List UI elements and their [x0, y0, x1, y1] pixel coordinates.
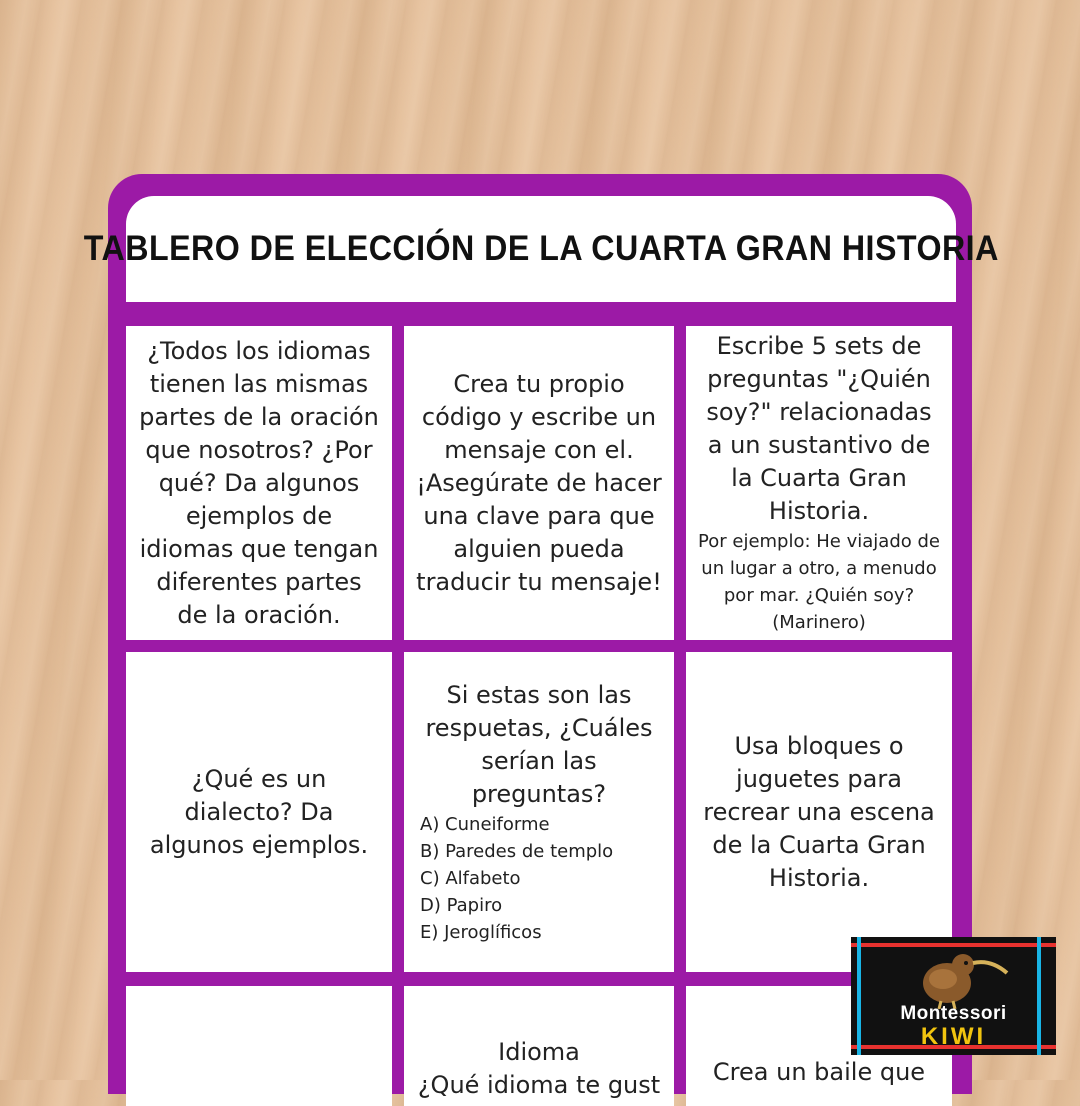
- cell-text: Escribe 5 sets de preguntas "¿Quién soy?" relacionadas a un sustantivo de la Cuarta Gran Historia.: [706, 332, 932, 525]
- option-d: D) Papiro: [420, 894, 503, 916]
- cell-r1c3: [686, 326, 952, 640]
- option-a: A) Cuneiforme: [420, 813, 550, 835]
- montessori-kiwi-logo: [851, 937, 1056, 1055]
- cell-r2c3: [686, 652, 952, 972]
- cell-text: ¿Qué idioma te gust: [417, 1071, 661, 1099]
- kiwi-bird-icon: [909, 943, 1009, 1009]
- cell-r2c1: [126, 652, 392, 972]
- cell-text: Crea tu propio código y escribe un mensaje con el. ¡Asegúrate de hacer una clave para que alguien pueda traducir tu mensaje!: [416, 369, 662, 596]
- board-title: TABLERO DE ELECCIÓN DE LA CUARTA GRAN HISTORIA: [83, 229, 999, 268]
- option-b: B) Paredes de templo: [420, 840, 614, 862]
- cell-text: Si estas son las respuetas, ¿Cuáles serían las preguntas?: [425, 680, 653, 808]
- cell-r1c1: [126, 326, 392, 640]
- cell-text: Usa bloques o juguetes para recrear una escena de la Cuarta Gran Historia.: [703, 731, 935, 892]
- title-box: [83, 196, 999, 302]
- answer-options: [420, 811, 613, 946]
- cell-text: ¿Qué es un dialecto? Da algunos ejemplos.: [149, 764, 369, 859]
- option-c: C) Alfabeto: [420, 867, 521, 889]
- logo-text: KIWI: [920, 1023, 987, 1050]
- cell-r3c1: [126, 986, 392, 1106]
- choice-board: [83, 174, 999, 1099]
- cell-r1c2: [404, 326, 674, 640]
- cell-text: Crea un baile que: [712, 1058, 926, 1086]
- cell-title: Idioma: [498, 1038, 580, 1066]
- cell-r2c2: [404, 652, 674, 972]
- cell-text: ¿Todos los idiomas tienen las mismas partes de la oración que nosotros? ¿Por qué? Da algunos ejemplos de idiomas que tengan diferentes partes de la oración.: [139, 336, 379, 629]
- option-e: E) Jeroglíficos: [420, 921, 542, 943]
- logo-text: Montessori: [900, 1003, 1007, 1024]
- cell-example: Por ejemplo: He viajado de un lugar a otro, a menudo por mar. ¿Quién soy? (Marinero): [698, 531, 940, 633]
- cell-r3c2: [404, 986, 674, 1106]
